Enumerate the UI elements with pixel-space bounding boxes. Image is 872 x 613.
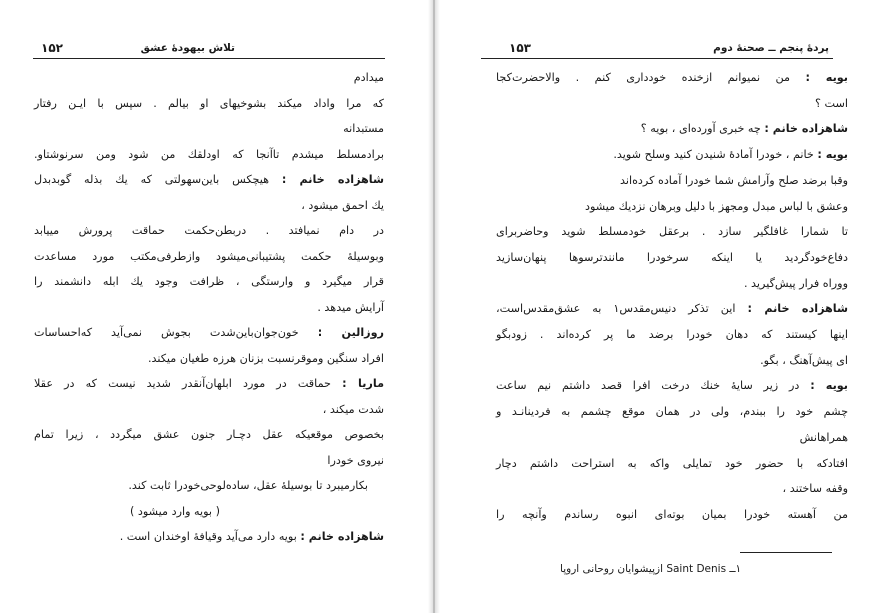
right-page-number: ۱۵۳ xyxy=(509,41,531,55)
line-text: من آهسته خودرا بميان بوته‌اى انبوه رساندم وآنچه را xyxy=(496,507,848,521)
left-page-line xyxy=(148,351,384,369)
line-text: بويه دارد مى‌آيد وقيافۀ اوخندان است . xyxy=(119,530,297,543)
gutter-divider xyxy=(433,0,435,613)
left-page-line xyxy=(317,300,384,318)
line-text: وقبا برضد صلح وآرامش شما خودرا آماده كرده‌اند xyxy=(619,173,848,187)
left-page-line xyxy=(34,427,384,445)
left-page-number: ۱۵۲ xyxy=(41,41,63,55)
line-text: بخصوص موقعيكه عقل دچـار جنون عشق ميگردد ، زيرا تمام xyxy=(34,428,384,441)
right-page-line xyxy=(815,96,848,114)
line-text: افتادكه با حضور خود تمايلى واكه به استراحت داشتم دچار xyxy=(496,456,848,470)
line-text: برادمسلط ميشدم تاآنجا كه اودلقك من شود ومن سرنوشتاو. xyxy=(34,147,384,161)
right-page-line xyxy=(496,70,848,88)
speaker-name: بويه : xyxy=(810,379,848,393)
left-page-line xyxy=(34,172,384,190)
right-page-line xyxy=(496,327,848,345)
line-text: خانم ، خودرا آمادۀ شنيدن كنيد وسلح شويد. xyxy=(613,148,814,162)
line-text: خون‌جوان‌باين‌شدت بجوش نمى‌آيد كه‌احساسات xyxy=(34,326,299,339)
left-page xyxy=(0,0,428,613)
line-text: در دام نميافتد . دربطن‌حكمت حماقت پرورش مييابد xyxy=(34,224,384,237)
left-page-line xyxy=(34,376,384,394)
speaker-name: شاهزاده خانم : xyxy=(300,530,384,543)
right-page-line xyxy=(496,507,848,525)
line-text: همراهانش xyxy=(799,430,848,444)
right-page-line xyxy=(800,430,848,448)
speaker-name: شاهزاده خانم : xyxy=(281,173,384,186)
line-text: يك احمق ميشود ، xyxy=(301,198,384,212)
line-text: ميدادم xyxy=(353,71,384,84)
line-text: چشم خود را ببندم، ولى در همان موقع چشمم به فردينانـد و xyxy=(496,405,848,419)
right-header-rule xyxy=(481,58,833,59)
line-text: تا شمارا غافلگير سازد . برعقل خودمسلط شويد وحاضربراى xyxy=(496,225,848,239)
line-text: چه خبرى آورده‌اى ، بويه ؟ xyxy=(640,122,761,136)
speaker-name: بويه : xyxy=(817,148,848,162)
line-text: حماقت در مورد ابلهان‌آنقدر شديد نيست كه در عقلا xyxy=(34,377,331,390)
left-page-line xyxy=(34,274,384,292)
left-page-line xyxy=(327,453,384,471)
right-page-line xyxy=(783,481,848,499)
line-text: افراد سنگين وموقرنسبت بزنان هرزه طغيان ميكند. xyxy=(147,351,384,365)
speaker-name: شاهزاده خانم : xyxy=(764,122,848,136)
right-page-line xyxy=(496,404,848,422)
line-text: اين تذكر دنيس‌مقدس١ به عشق‌مقدس‌است، xyxy=(496,302,736,316)
line-text: در زير سايۀ خنك درخت افرا قصد داشتم نيم ساعت xyxy=(496,379,800,393)
left-page-line xyxy=(128,478,368,496)
left-page-line xyxy=(354,70,384,88)
left-page-line xyxy=(120,529,384,547)
right-page-line xyxy=(641,121,848,139)
line-text: ووراه فرار پيش‌گيريد . xyxy=(743,276,848,290)
line-text: اى پيش‌آهنگ ، بگو. xyxy=(760,353,848,367)
left-page-line xyxy=(323,402,384,420)
speaker-name: ماريا : xyxy=(342,377,385,390)
right-header-title: پردۀ پنجم ــ صحنۀ دوم xyxy=(713,42,829,54)
line-text: من نميوانم ازخنده خوددارى كنم . والاحضرت‌كجا xyxy=(496,71,791,84)
line-text: آرايش ميدهد . xyxy=(317,300,384,314)
right-page-line xyxy=(620,173,848,191)
line-text: هيچكس باين‌سهولتى كه يك بذله گوبدبدل xyxy=(34,173,270,186)
line-text: شدت ميكند ، xyxy=(322,402,384,416)
left-page-line xyxy=(130,504,220,522)
line-text: وقفه ساختند ، xyxy=(782,482,848,496)
left-header-title: تلاش بيهودۀ عشق xyxy=(140,42,235,54)
left-page-line xyxy=(343,121,384,139)
right-page-line xyxy=(496,224,848,242)
line-text: نيروى خودرا xyxy=(327,453,384,467)
left-page-line xyxy=(34,147,384,165)
left-header-rule xyxy=(33,58,385,59)
right-page-line xyxy=(496,301,848,319)
left-page-line xyxy=(34,249,384,267)
left-page-line xyxy=(34,325,384,343)
speaker-name: بويه : xyxy=(805,71,848,84)
right-running-header xyxy=(481,40,833,58)
line-text: اينها كيستند كه دهان خودرا برضد ما پر كرده‌اند . زودبگو xyxy=(496,328,848,341)
right-page-line xyxy=(496,250,848,268)
right-page xyxy=(440,0,872,613)
line-text: است ؟ xyxy=(815,96,848,110)
line-text: ( بويه وارد ميشود ) xyxy=(130,504,220,518)
left-page-line xyxy=(301,198,384,216)
right-page-line xyxy=(760,353,848,371)
left-page-line xyxy=(34,96,384,114)
right-page-line xyxy=(496,456,848,474)
right-page-line xyxy=(496,378,848,396)
speaker-name: شاهزاده خانم : xyxy=(747,302,848,316)
left-running-header xyxy=(33,40,385,58)
line-text: وبوسيلۀ حكمت پشتيبانى‌ميشود وازطرفى‌مكتب مورد مساعدت xyxy=(34,249,384,263)
footnote-rule xyxy=(740,552,832,553)
right-page-line xyxy=(613,147,848,165)
line-text: كه مرا واداد ميكند بشوخيهاى او بيالم . سپس با ايـن رفتار xyxy=(34,96,384,110)
line-text: بكارميبرد تا بوسيلۀ عقل، ساده‌لوحى‌خودرا ثابت كند. xyxy=(128,479,368,492)
left-page-line xyxy=(34,223,384,241)
line-text: مستبدانه xyxy=(343,122,384,135)
right-page-line xyxy=(585,199,848,217)
line-text: وعشق با لباس مبدل ومجهز با دليل وبرهان نزديك ميشود xyxy=(585,199,848,213)
right-page-line xyxy=(744,276,848,294)
footnote: ١ــ Saint Denis ازپيشوايان روحانى اروپا xyxy=(560,563,742,575)
speaker-name: روزالين : xyxy=(317,326,385,339)
line-text: دفاع‌خودگرديد يا اينكه سرخودرا مانندترسوها پنهان‌سازيد xyxy=(496,250,848,264)
line-text: قرار ميگيرد و وارستگى ، ظرافت وجود يك ابله دانشمند را xyxy=(34,275,384,288)
